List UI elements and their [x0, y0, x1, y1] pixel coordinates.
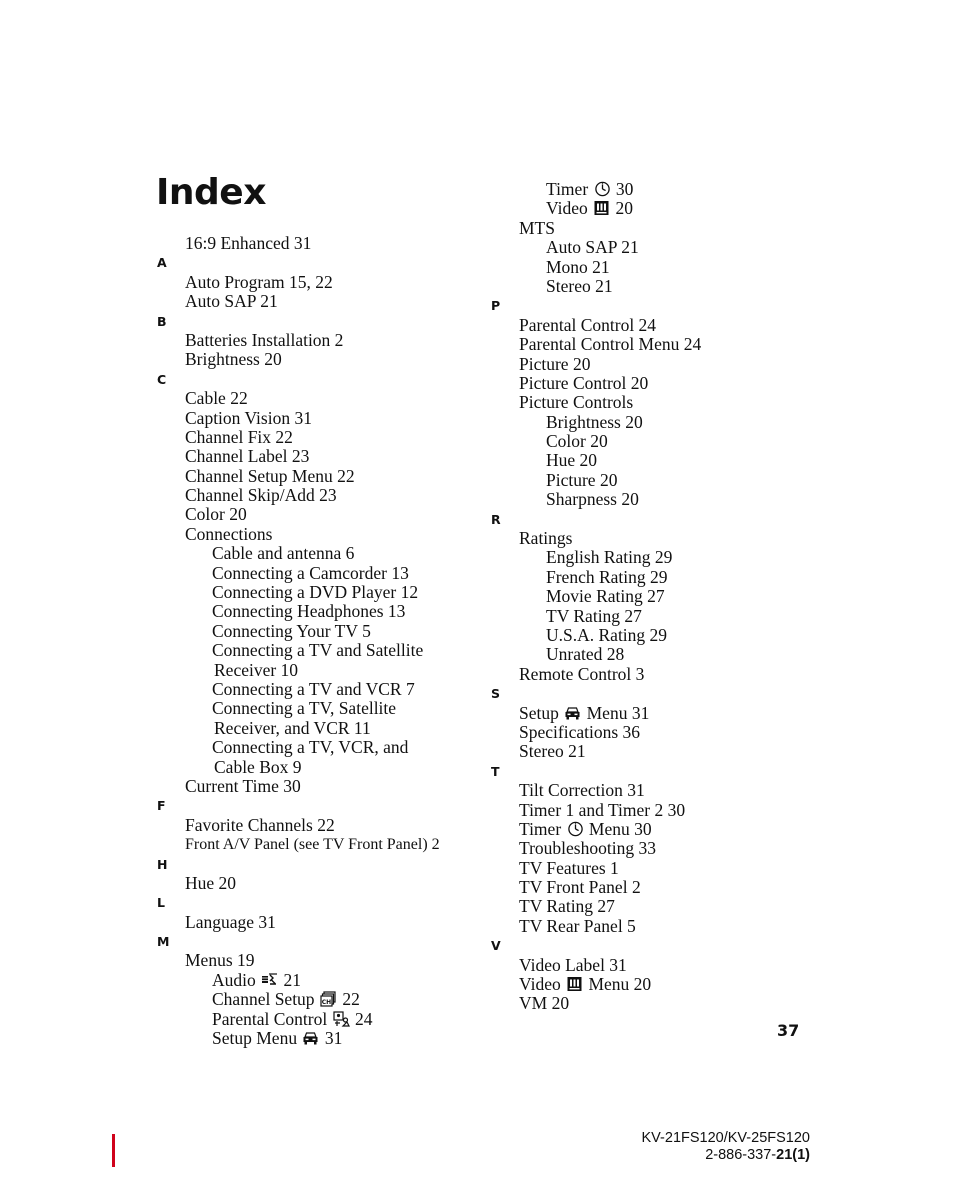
entry-text: Channel Setup [212, 989, 315, 1010]
entry-text: Connecting a TV, Satellite [212, 698, 397, 719]
entry-text: H [157, 856, 168, 872]
index-entry [491, 820, 701, 839]
index-subentry [157, 971, 440, 990]
entry-text: Parental Control Menu 24 [519, 334, 702, 355]
channel-icon [320, 991, 337, 1007]
index-subentry [491, 277, 701, 296]
entry-text: Hue 20 [546, 450, 598, 471]
entry-text: Auto SAP 21 [185, 291, 278, 312]
index-section-letter [157, 253, 440, 272]
index-subentry [157, 602, 440, 621]
parental-icon [333, 1011, 350, 1027]
entry-text: Cable 22 [185, 388, 248, 409]
entry-text: Connecting a Camcorder 13 [212, 562, 409, 583]
index-section-letter [157, 893, 440, 912]
entry-text: C [157, 371, 167, 387]
index-entry [491, 316, 701, 335]
entry-text: Troubleshooting 33 [519, 838, 656, 859]
index-subentry [491, 626, 701, 645]
index-subentry [491, 607, 701, 626]
index-section-letter [491, 296, 701, 315]
entry-text: Timer 1 and Timer 2 30 [519, 799, 686, 820]
entry-text: Connecting a TV and Satellite [212, 640, 424, 661]
entry-text: TV Features 1 [519, 857, 619, 878]
index-subentry [491, 587, 701, 606]
index-entry [491, 801, 701, 820]
index-section-letter [157, 932, 440, 951]
entry-text: Caption Vision 31 [185, 407, 312, 428]
index-entry [491, 994, 701, 1013]
index-entry [491, 529, 701, 548]
entry-text: Connections [185, 523, 273, 544]
index-entry [157, 505, 440, 524]
index-entry [157, 777, 440, 796]
entry-text: Channel Label 23 [185, 446, 310, 467]
index-section-letter [157, 855, 440, 874]
entry-text: Receiver 10 [214, 659, 299, 680]
index-entry [157, 951, 440, 970]
entry-text: Unrated 28 [546, 644, 625, 665]
entry-text: TV Rating 27 [519, 896, 615, 917]
entry-text: Timer [546, 179, 589, 199]
timer-icon [594, 181, 611, 197]
entry-text: Hue 20 [185, 872, 237, 893]
index-subentry [491, 548, 701, 567]
index-entry [157, 273, 440, 292]
entry-text: Sharpness 20 [546, 489, 639, 510]
entry-text: Timer [519, 818, 562, 839]
index-entry [491, 878, 701, 897]
entry-text: TV Rating 27 [546, 605, 642, 626]
page-number: 37 [777, 1021, 800, 1040]
entry-page-ref: 30 [615, 179, 634, 199]
index-entry [491, 374, 701, 393]
entry-text: Stereo 21 [519, 741, 586, 762]
video-icon [566, 976, 583, 992]
entry-text: Stereo 21 [546, 275, 613, 296]
entry-text: Ratings [519, 528, 573, 549]
index-entry [491, 839, 701, 858]
entry-text: Brightness 20 [185, 349, 282, 370]
entry-text: L [157, 895, 165, 911]
entry-page-ref: Menu 31 [586, 702, 650, 723]
footer-code [642, 1147, 810, 1164]
index-subentry [157, 1010, 440, 1029]
index-entry-continuation [157, 661, 440, 680]
index-section-letter [491, 684, 701, 703]
index-subentry [491, 199, 701, 218]
index-subentry [157, 738, 440, 757]
index-section-letter [157, 796, 440, 815]
index-entry [491, 723, 701, 742]
index-entry [491, 897, 701, 916]
index-column-right [491, 180, 701, 1014]
entry-text: Menus 19 [185, 950, 255, 971]
index-subentry [491, 490, 701, 509]
entry-text: Connecting Your TV 5 [212, 620, 371, 641]
entry-text: Connecting Headphones 13 [212, 601, 406, 622]
entry-text: Cable Box 9 [214, 756, 302, 777]
entry-page-ref: 20 [615, 198, 633, 219]
index-subentry [491, 258, 701, 277]
entry-page-ref: Menu 20 [588, 974, 652, 995]
entry-text: Movie Rating 27 [546, 586, 665, 607]
index-entry [157, 428, 440, 447]
index-entry [491, 956, 701, 975]
entry-text: Color 20 [185, 504, 247, 525]
index-entry [491, 742, 701, 761]
entry-text: Current Time 30 [185, 775, 301, 796]
footer-code-suffix: 21(1) [776, 1147, 810, 1163]
index-section-letter [157, 312, 440, 331]
index-subentry [491, 451, 701, 470]
index-entry [157, 467, 440, 486]
entry-text: A [157, 255, 167, 271]
entry-text: P [491, 298, 501, 314]
entry-text: V [491, 938, 501, 954]
entry-text: B [157, 313, 167, 329]
entry-text: Setup [519, 702, 559, 723]
entry-page-ref: 31 [324, 1028, 343, 1049]
index-subentry [491, 413, 701, 432]
entry-text: Connecting a TV, VCR, and [212, 737, 409, 758]
entry-text: Picture 20 [546, 469, 618, 490]
entry-page-ref: 22 [342, 989, 360, 1010]
entry-text: Batteries Installation 2 [185, 329, 344, 350]
entry-text: Front A/V Panel (see TV Front Panel) 2 [185, 836, 440, 854]
red-margin-bar [112, 1134, 115, 1167]
entry-text: English Rating 29 [546, 547, 673, 568]
entry-text: Mono 21 [546, 256, 610, 277]
svg-text:CH: CH [321, 999, 332, 1007]
page-title: Index [156, 172, 266, 213]
entry-text: MTS [519, 217, 555, 238]
index-subentry [491, 180, 701, 199]
index-subentry [157, 680, 440, 699]
entry-page-ref: 24 [354, 1008, 373, 1029]
index-subentry [157, 1029, 440, 1048]
entry-text: R [491, 511, 501, 527]
entry-text: U.S.A. Rating 29 [546, 624, 668, 645]
index-entry [157, 234, 440, 253]
index-entry [157, 874, 440, 893]
index-subentry [491, 471, 701, 490]
entry-text: VM 20 [519, 993, 570, 1014]
entry-text: Connecting a TV and VCR 7 [212, 678, 415, 699]
entry-text: Connecting a DVD Player 12 [212, 582, 419, 603]
index-entry [157, 331, 440, 350]
entry-text: TV Rear Panel 5 [519, 915, 636, 936]
entry-text: French Rating 29 [546, 566, 668, 587]
index-entry-continuation [157, 719, 440, 738]
entry-text: Color 20 [546, 431, 608, 452]
index-subentry [157, 583, 440, 602]
index-entry [491, 335, 701, 354]
index-entry [491, 917, 701, 936]
index-entry-continuation [157, 758, 440, 777]
index-entry [491, 219, 701, 238]
setup-icon [564, 705, 581, 721]
index-subentry [157, 990, 440, 1009]
index-entry [491, 393, 701, 412]
entry-text: Picture Controls [519, 392, 634, 413]
index-section-letter [491, 936, 701, 955]
index-entry [157, 389, 440, 408]
index-entry [491, 355, 701, 374]
entry-text: Auto SAP 21 [546, 237, 639, 258]
index-entry [491, 859, 701, 878]
index-entry [157, 486, 440, 505]
entry-text: Video [519, 974, 561, 995]
index-section-letter [157, 370, 440, 389]
entry-text: Brightness 20 [546, 411, 643, 432]
index-entry [157, 409, 440, 428]
index-entry [157, 816, 440, 835]
entry-text: Video [546, 198, 588, 219]
index-section-letter [491, 510, 701, 529]
index-entry [157, 835, 440, 854]
entry-text: Channel Fix 22 [185, 426, 293, 447]
index-entry [157, 292, 440, 311]
setup-icon [302, 1030, 319, 1046]
index-entry [491, 975, 701, 994]
video-icon [593, 200, 610, 216]
index-section-letter [491, 762, 701, 781]
index-subentry [491, 432, 701, 451]
entry-text: M [157, 934, 170, 950]
entry-text: Audio [212, 969, 256, 990]
entry-text: Receiver, and VCR 11 [214, 717, 371, 738]
entry-text: 16:9 Enhanced 31 [185, 233, 312, 253]
entry-text: Specifications 36 [519, 721, 641, 742]
entry-text: Remote Control 3 [519, 663, 645, 684]
index-entry [491, 781, 701, 800]
entry-text: S [491, 686, 501, 702]
entry-text: Setup Menu [212, 1028, 298, 1049]
timer-icon [567, 821, 584, 837]
index-entry [491, 665, 701, 684]
entry-text: Channel Setup Menu 22 [185, 465, 355, 486]
index-subentry [157, 544, 440, 563]
index-entry [157, 913, 440, 932]
entry-text: Picture Control 20 [519, 372, 649, 393]
entry-text: Auto Program 15, 22 [185, 271, 333, 292]
footer [642, 1130, 810, 1164]
entry-text: Favorite Channels 22 [185, 814, 335, 835]
index-entry [157, 350, 440, 369]
entry-page-ref: 21 [283, 969, 301, 990]
index-column-left [157, 234, 440, 1048]
index-subentry [157, 622, 440, 641]
entry-text: Language 31 [185, 911, 276, 932]
entry-text: Tilt Correction 31 [519, 780, 645, 801]
entry-text: Video Label 31 [519, 954, 627, 975]
entry-text: Channel Skip/Add 23 [185, 485, 337, 506]
index-entry [491, 704, 701, 723]
index-subentry [157, 641, 440, 660]
footer-model: KV-21FS120/KV-25FS120 [641, 1130, 810, 1146]
entry-text: F [157, 798, 166, 814]
entry-text: Cable and antenna 6 [212, 543, 355, 564]
entry-text: Parental Control 24 [519, 314, 657, 335]
index-subentry [491, 568, 701, 587]
entry-text: Picture 20 [519, 353, 591, 374]
index-subentry [491, 238, 701, 257]
index-subentry [157, 564, 440, 583]
audio-icon [261, 972, 278, 988]
index-subentry [157, 699, 440, 718]
index-entry [157, 525, 440, 544]
index-entry [157, 447, 440, 466]
entry-text: T [491, 763, 500, 779]
index-subentry [491, 645, 701, 664]
footer-code-prefix: 2-886-337- [705, 1147, 777, 1163]
entry-text: Parental Control [212, 1008, 328, 1029]
entry-page-ref: Menu 30 [588, 818, 652, 839]
entry-text: TV Front Panel 2 [519, 877, 641, 898]
